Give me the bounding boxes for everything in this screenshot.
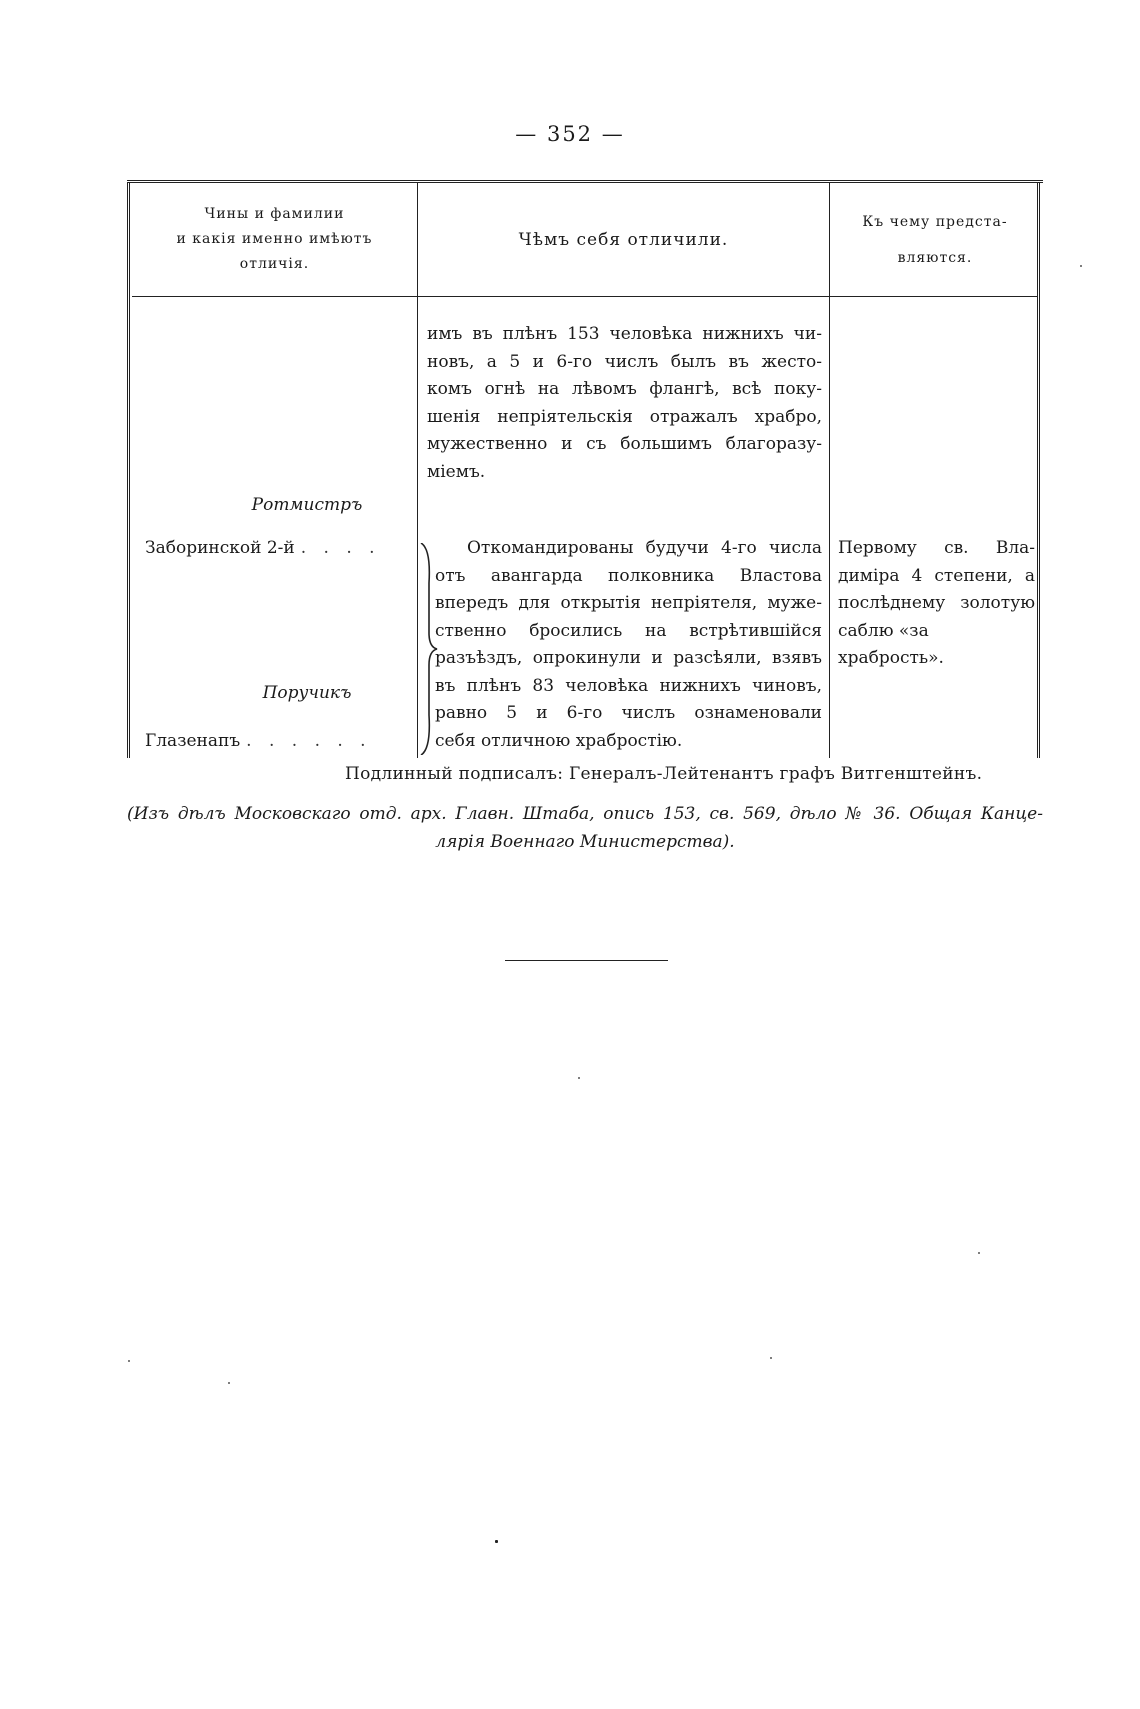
header-col3-line2: вляются. (897, 249, 973, 266)
page-number: — 352 — (515, 122, 625, 146)
text-line: ственно бросились на встрѣтившійся (435, 620, 822, 641)
text-line: отъ авангарда полковника Властова (435, 565, 822, 586)
name-text: Глазенапъ (145, 731, 241, 751)
award-description (838, 535, 1035, 673)
awards-table (127, 180, 1043, 758)
rank-rotmistr: Ротмистръ (251, 495, 363, 515)
text-line: міемъ. (427, 461, 486, 482)
paper-speck (495, 1540, 498, 1543)
table-left-border (127, 183, 130, 758)
text-line: новъ, а 5 и 6-го числъ былъ въ жесто- (427, 351, 822, 372)
header-award (831, 183, 1039, 296)
text-line: шенія непріятельскія отражалъ храбро, (427, 406, 822, 427)
header-rule (132, 296, 1038, 297)
text-line: имъ въ плѣнъ 153 человѣка нижнихъ чи- (427, 324, 822, 344)
text-line: диміра 4 степени, а (838, 565, 1035, 586)
paper-speck (978, 1252, 980, 1254)
text-line: себя отличною храбростію. (435, 730, 683, 751)
text-line: равно 5 и 6-го числъ ознаменовали (435, 703, 822, 723)
header-col1-line2: и какія именно имѣютъ (176, 231, 373, 247)
column-divider-2 (829, 183, 830, 758)
text-line: комъ огнѣ на лѣвомъ флангѣ, всѣ поку- (427, 379, 822, 399)
paper-speck (770, 1357, 772, 1359)
end-rule (505, 960, 668, 961)
paper-speck (128, 1360, 130, 1362)
header-col1-line1: Чины и фамилии (204, 206, 345, 222)
text-line: послѣднему золотую (838, 593, 1035, 613)
text-line: разъѣздъ, опрокинули и разсѣяли, взявъ (435, 648, 822, 668)
text-line: Первому св. Вла- (838, 538, 1035, 558)
text-line: саблю «за храбрость». (838, 620, 944, 668)
rank-poruchik: Поручикъ (262, 683, 352, 703)
continuation-text (427, 321, 822, 486)
text-line: мужественно и съ большимъ благоразу- (427, 434, 822, 454)
header-col3-line1: Къ чему предста- (862, 213, 1008, 230)
source-citation (127, 800, 1043, 856)
source-line-2: лярія Военнаго Министерства). (435, 832, 735, 852)
leader-dots: . . . . (300, 538, 381, 558)
paper-speck (228, 1382, 230, 1384)
text-line: въ плѣнъ 83 человѣка нижнихъ чиновъ, (435, 675, 822, 696)
distinction-description (435, 535, 822, 755)
source-line-1: (Изъ дѣлъ Московскаго отд. арх. Главн. Штаба, опись 153, св. 569, дѣло № 36. Общая Канце- (127, 804, 1043, 824)
paper-speck (578, 1077, 580, 1079)
signature-line: Подлинный подписалъ: Генералъ-Лейтенантъ графъ Витгенштейнъ. (345, 764, 983, 784)
text-line: впередъ для открытія непріятеля, муже- (435, 593, 822, 613)
header-distinction: Чѣмъ себя отличили. (518, 229, 729, 250)
header-ranks-names (133, 183, 416, 296)
leader-dots: . . . . . . (246, 731, 372, 751)
text-line: Откомандированы будучи 4-го числа (467, 538, 822, 558)
paper-speck (1080, 265, 1082, 267)
header-col1-line3: отличія. (239, 256, 310, 272)
name-zaborinskoy (145, 538, 413, 558)
name-text: Заборинской 2-й (145, 538, 295, 558)
name-glazenap (145, 731, 413, 751)
